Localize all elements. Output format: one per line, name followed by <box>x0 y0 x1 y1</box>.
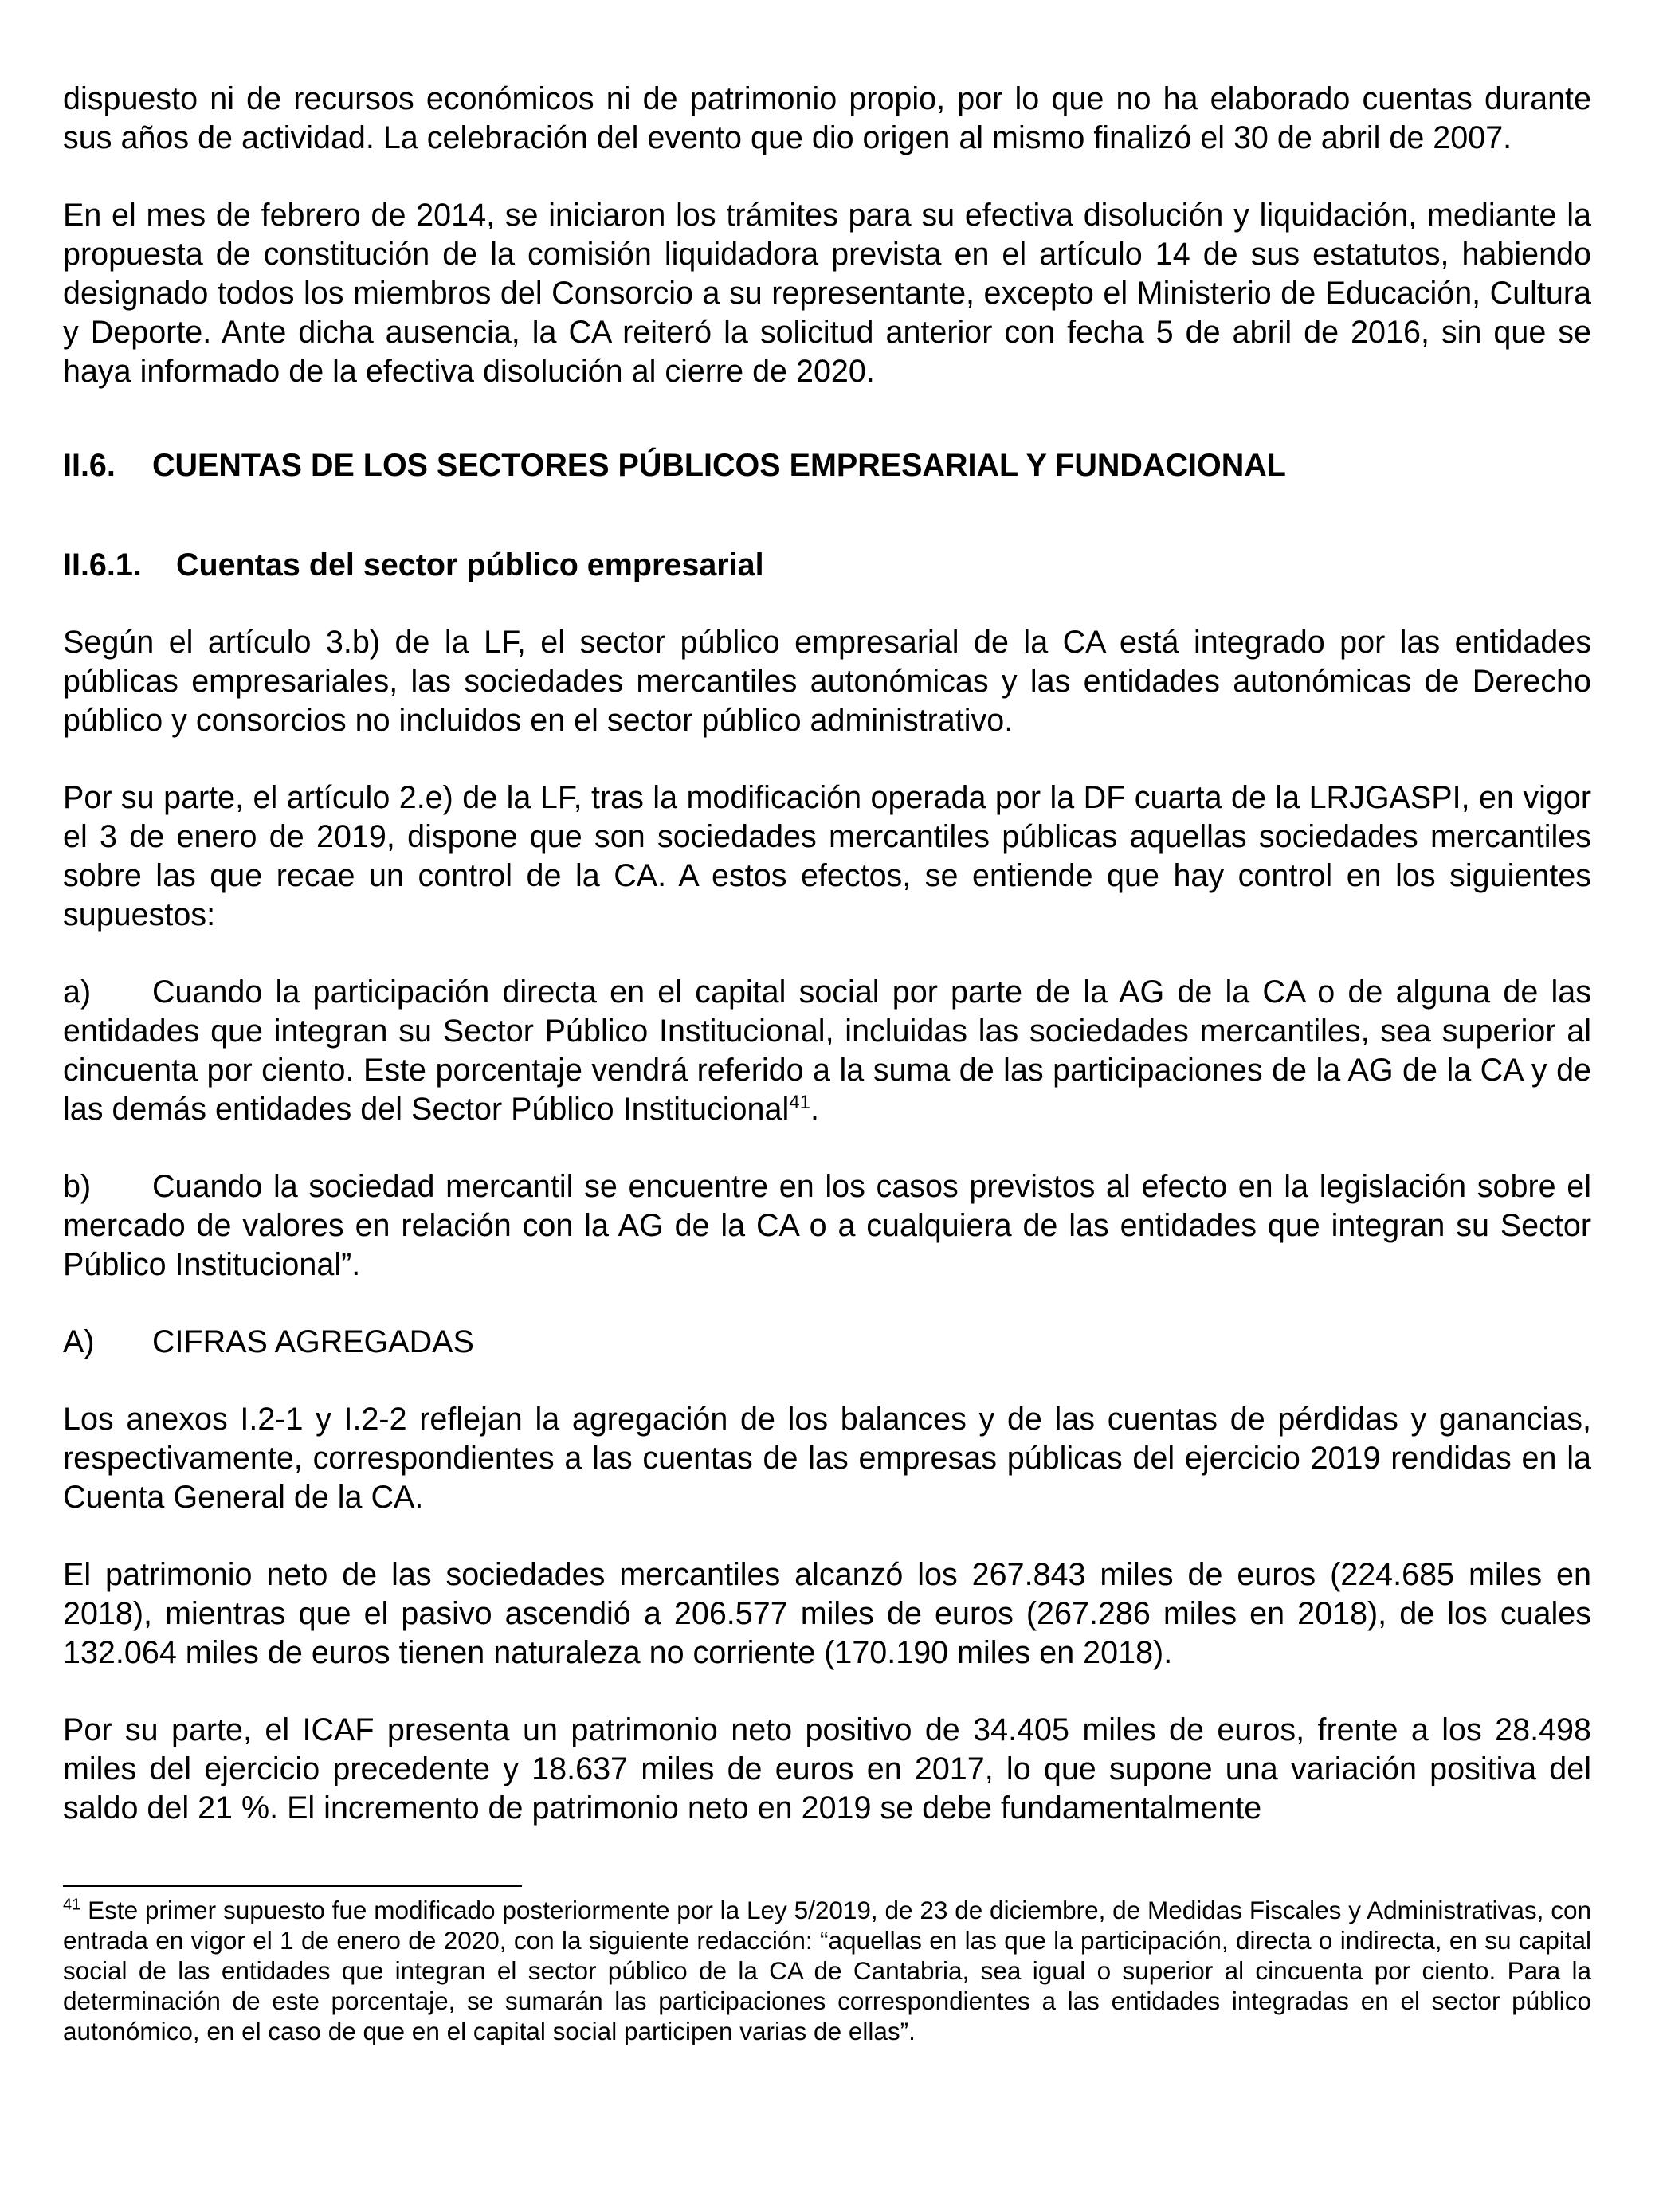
list-item-b-label: b) <box>63 1169 92 1204</box>
heading-cifras-label: A) <box>63 1324 95 1359</box>
list-item-a-label: a) <box>63 975 92 1010</box>
footnote-text: Este primer supuesto fue modificado posteriormente por la Ley 5/2019, de 23 de diciembre, de Medidas Fiscales y Administrativas, con entrada en vigor el 1 de enero de 2020, con la siguiente redacción: “aquellas en las que la participación, directa o indirecta, en su capital social de las entidades que integran el sector público de la CA de Cantabria, sea igual o superior al cincuenta por ciento. Para la determinación de este porcentaje, se sumarán las participaciones correspondientes a las entidades integradas en el sector público autonómico, en el caso de que en el capital social participen varias de ellas”. <box>63 1896 1591 2045</box>
paragraph-control-supuestos: Por su parte, el artículo 2.e) de la LF, tras la modificación operada por la DF cuarta de la LRJGASPI, en vigor el 3 de enero de 2019, dispone que son sociedades mercantiles públicas aquellas sociedades mercantiles sobre las que recae un control de la CA. A estos efectos, se entiende que hay control en los siguientes supuestos: <box>63 780 1591 932</box>
footnote-separator <box>63 1885 522 1887</box>
list-item-a-text: Cuando la participación directa en el capital social por parte de la AG de la CA o de alguna de las entidades que integran su Sector Público Institucional, incluidas las sociedades mercantiles, sea superior al cincuenta por ciento. Este porcentaje vendrá referido a la suma de las participaciones de la AG de la CA y de las demás entidades del Sector Público Institucional <box>63 975 1591 1127</box>
section-number: II.6. <box>63 448 116 483</box>
paragraph-patrimonio-sociedades: El patrimonio neto de las sociedades mercantiles alcanzó los 267.843 miles de euros (224.685 miles en 2018), mientras que el pasivo ascendió a 206.577 miles de euros (267.286 miles en 2018), de los cuales 132.064 miles de euros tienen naturaleza no corriente (170.190 miles en 2018). <box>63 1557 1591 1670</box>
paragraph-sector-definition: Según el artículo 3.b) de la LF, el sector público empresarial de la CA está integrado por las entidades públicas empresariales, las sociedades mercantiles autonómicas y las entidades autonómicas de Derecho público y consorcios no incluidos en el sector público administrativo. <box>63 625 1591 738</box>
list-item-a-end: . <box>810 1092 819 1127</box>
paragraph-consorcio-disolucion: En el mes de febrero de 2014, se iniciaron los trámites para su efectiva disolución y liquidación, mediante la propuesta de constitución de la comisión liquidadora prevista en el artículo 14 de sus estatutos, habiendo designado todos los miembros del Consorcio a su representante, excepto el Ministerio de Educación, Cultura y Deporte. Ante dicha ausencia, la CA reiteró la solicitud anterior con fecha 5 de abril de 2016, sin que se haya informado de la efectiva disolución al cierre de 2020. <box>63 198 1591 389</box>
subsection-heading <box>63 546 1591 585</box>
list-item-b <box>63 1167 1591 1284</box>
page-body <box>63 80 1591 1828</box>
heading-cifras-agregadas <box>63 1323 1591 1362</box>
paragraph-anexos: Los anexos I.2-1 y I.2-2 reflejan la agregación de los balances y de las cuentas de pérdidas y ganancias, respectivamente, correspondientes a las cuentas de las empresas públicas del ejercicio 2019 rendidas en la Cuenta General de la CA. <box>63 1402 1591 1515</box>
footnote-reference-41: 41 <box>789 1091 810 1113</box>
paragraph-icaf: Por su parte, el ICAF presenta un patrimonio neto positivo de 34.405 miles de euros, frente a los 28.498 miles del ejercicio precedente y 18.637 miles de euros en 2017, lo que supone una variación positiva del saldo del 21 %. El incremento de patrimonio neto en 2019 se debe fundamentalmente <box>63 1712 1591 1826</box>
footnote-number: 41 <box>63 1896 81 1914</box>
subsection-number: II.6.1. <box>63 547 142 582</box>
section-heading <box>63 446 1591 485</box>
paragraph-consorcio-intro: dispuesto ni de recursos económicos ni de patrimonio propio, por lo que no ha elaborado cuentas durante sus años de actividad. La celebración del evento que dio origen al mismo finalizó el 30 de abril de 2007. <box>63 81 1591 155</box>
subsection-title: Cuentas del sector público empresarial <box>176 547 764 582</box>
list-item-a <box>63 973 1591 1129</box>
section-title: CUENTAS DE LOS SECTORES PÚBLICOS EMPRESARIAL Y FUNDACIONAL <box>152 448 1286 483</box>
footnote-41 <box>63 1895 1591 2046</box>
list-item-b-text: Cuando la sociedad mercantil se encuentre en los casos previstos al efecto en la legislación sobre el mercado de valores en relación con la AG de la CA o a cualquiera de las entidades que integran su Sector Público Institucional”. <box>63 1169 1591 1282</box>
heading-cifras-text: CIFRAS AGREGADAS <box>152 1324 474 1359</box>
